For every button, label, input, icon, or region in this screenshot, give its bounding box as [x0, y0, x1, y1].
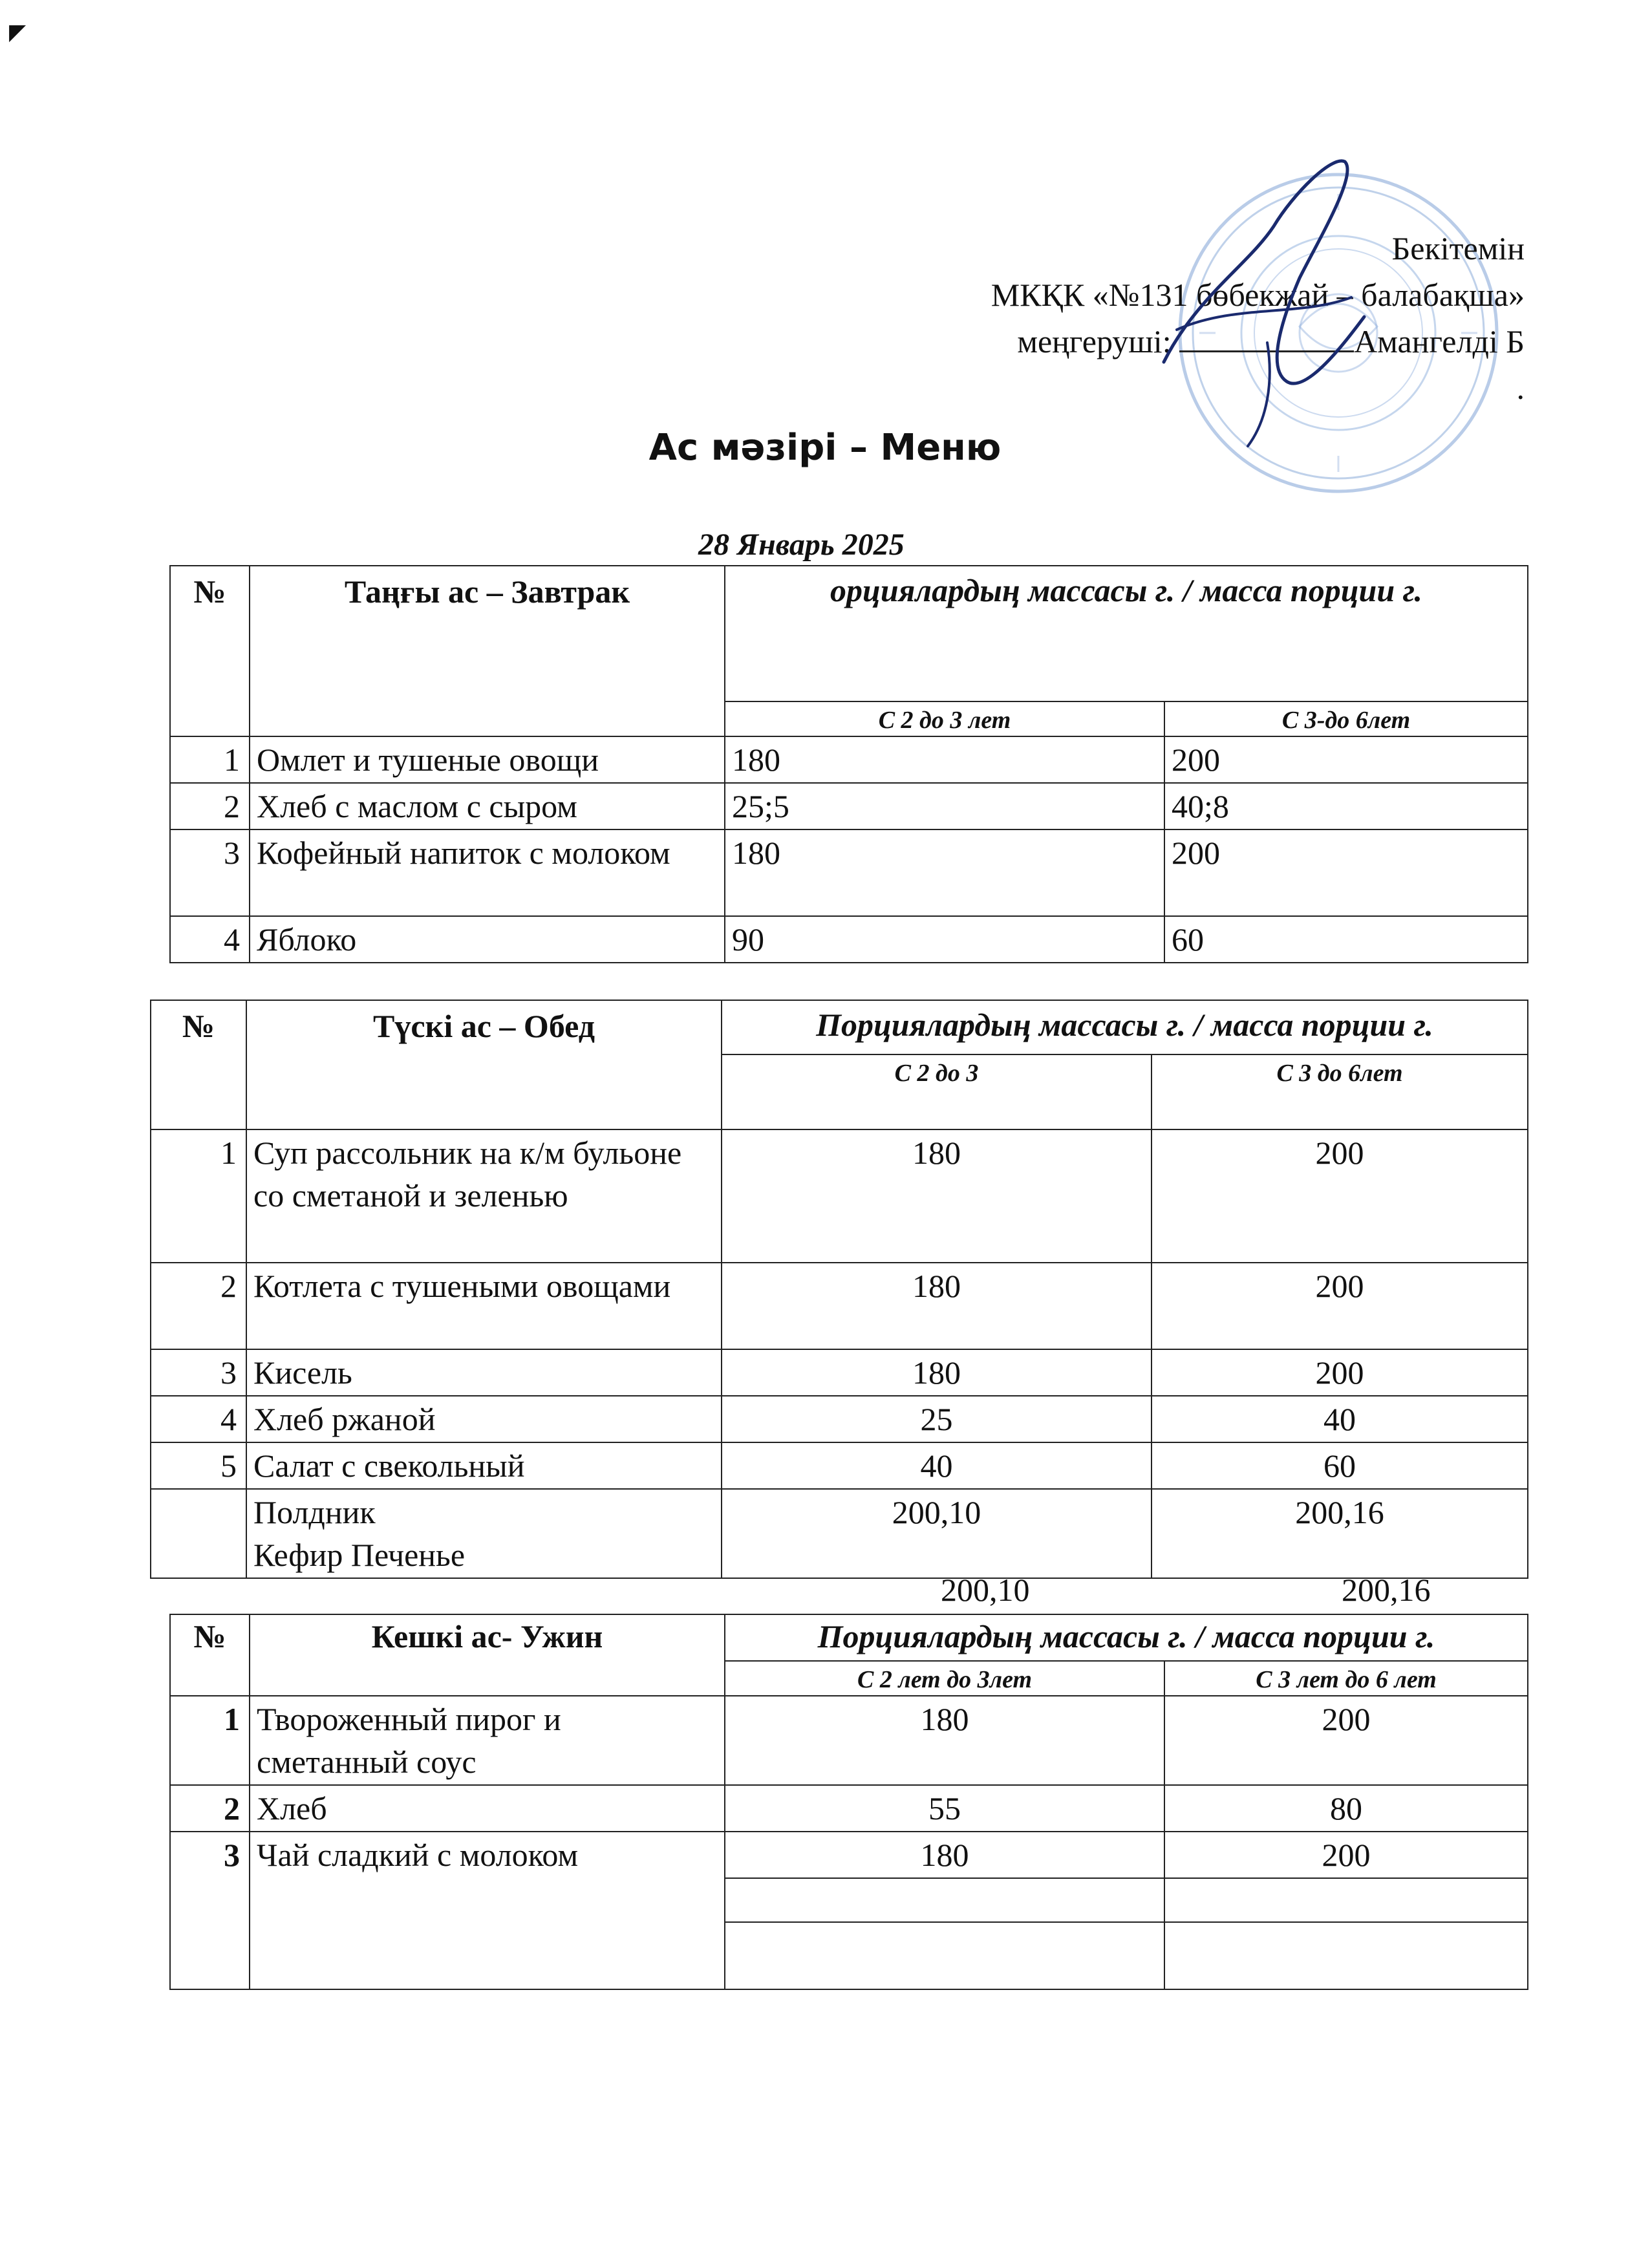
dish-name: Омлет и тушеные овощи [250, 736, 725, 783]
dish-name: Хлеб ржаной [246, 1396, 722, 1442]
dish-name: Котлета с тушеными овощами [246, 1263, 722, 1349]
dinner-title: Кешкі ас- Ужин [250, 1614, 725, 1696]
dinner-mass-header: Порциялардың массасы г. / масса порции г. [725, 1614, 1528, 1661]
portion-2-3: 180 [725, 1696, 1164, 1785]
snack-row [151, 1489, 1528, 1578]
extra-value-3-6: 200,16 [1342, 1572, 1431, 1608]
portion-3-6: 80 [1164, 1785, 1528, 1832]
empty-cell [1164, 1878, 1528, 1922]
empty-cell [725, 1878, 1164, 1922]
breakfast-age-col-1: С 2 до 3 лет [725, 701, 1164, 736]
snack-items: Кефир Печенье [253, 1537, 466, 1573]
portion-3-6: 200 [1152, 1349, 1528, 1396]
portion-3-6: 200 [1164, 829, 1528, 916]
row-number: 3 [170, 829, 250, 916]
approval-line-4: . [1516, 370, 1525, 406]
dish-name: Хлеб с маслом с сыром [250, 783, 725, 829]
table-row [151, 1263, 1528, 1349]
table-row [170, 1785, 1528, 1832]
scan-corner-mark: ◤ [9, 21, 27, 45]
portion-2-3: 180 [725, 829, 1164, 916]
row-number: 3 [170, 1832, 250, 1989]
breakfast-num-header: № [170, 566, 250, 736]
portion-3-6: 200 [1164, 736, 1528, 783]
page-title: Ас мәзірі – Меню [648, 427, 1002, 469]
row-number: 2 [151, 1263, 246, 1349]
menu-date: 28 Январь 2025 [698, 528, 905, 562]
snack-number [151, 1489, 246, 1578]
portion-2-3: 180 [722, 1349, 1152, 1396]
lunch-title: Түскі ас – Обед [246, 1000, 722, 1129]
row-number: 2 [170, 783, 250, 829]
portion-3-6: 200 [1164, 1696, 1528, 1785]
breakfast-table [169, 565, 1528, 963]
breakfast-age-col-2: С 3-до 6лет [1164, 701, 1528, 736]
row-number: 4 [170, 916, 250, 963]
portion-2-3: 90 [725, 916, 1164, 963]
row-number: 3 [151, 1349, 246, 1396]
dish-name: Кофейный напиток с молоком [250, 829, 725, 916]
row-number: 2 [170, 1785, 250, 1832]
portion-2-3: 200,10 [722, 1489, 1152, 1578]
dish-name: Суп рассольник на к/м бульоне со сметаной и зеленью [246, 1129, 722, 1263]
snack-name [246, 1489, 722, 1578]
table-row [170, 916, 1528, 963]
portion-2-3: 180 [725, 736, 1164, 783]
empty-cell [725, 1922, 1164, 1989]
portion-2-3: 180 [722, 1129, 1152, 1263]
portion-3-6: 200 [1164, 1832, 1528, 1878]
table-row [151, 1396, 1528, 1442]
portion-2-3: 40 [722, 1442, 1152, 1489]
portion-3-6: 40 [1152, 1396, 1528, 1442]
dish-name: Яблоко [250, 916, 725, 963]
portion-2-3: 25 [722, 1396, 1152, 1442]
table-row [170, 1832, 1528, 1878]
dinner-table [169, 1614, 1528, 1990]
row-number: 5 [151, 1442, 246, 1489]
empty-cell [1164, 1922, 1528, 1989]
lunch-mass-header: Порциялардың массасы г. / масса порции г. [722, 1000, 1528, 1054]
portion-3-6: 200 [1152, 1129, 1528, 1263]
approval-line-1: Бекітемін [1391, 230, 1525, 266]
lunch-table [150, 1000, 1528, 1579]
portion-3-6: 60 [1152, 1442, 1528, 1489]
table-row [170, 736, 1528, 783]
row-number: 1 [151, 1129, 246, 1263]
row-number: 4 [151, 1396, 246, 1442]
dish-name: Твороженный пирог и сметанный соус [250, 1696, 725, 1785]
table-row [170, 783, 1528, 829]
approval-position: меңгеруші: [1017, 323, 1172, 359]
dish-name: Салат с свекольный [246, 1442, 722, 1489]
approval-line-2: МКҚК «№131 бөбекжай – балабақша» [991, 277, 1525, 313]
portion-2-3: 55 [725, 1785, 1164, 1832]
portion-3-6: 200,16 [1152, 1489, 1528, 1578]
table-row [151, 1349, 1528, 1396]
lunch-num-header: № [151, 1000, 246, 1129]
table-row [170, 829, 1528, 916]
table-row [151, 1129, 1528, 1263]
portion-3-6: 200 [1152, 1263, 1528, 1349]
portion-2-3: 180 [722, 1263, 1152, 1349]
dinner-num-header: № [170, 1614, 250, 1696]
approval-name: Амангелді Б [1354, 323, 1525, 359]
breakfast-mass-header: орциялардың массасы г. / масса порции г. [725, 566, 1528, 701]
row-number: 1 [170, 736, 250, 783]
handwritten-signature [1138, 149, 1409, 453]
portion-3-6: 60 [1164, 916, 1528, 963]
row-number: 1 [170, 1696, 250, 1785]
dish-name: Чай сладкий с молоком [250, 1832, 725, 1989]
extra-value-2-3: 200,10 [941, 1572, 1030, 1608]
portion-2-3: 25;5 [725, 783, 1164, 829]
table-row [151, 1442, 1528, 1489]
lunch-age-col-1: С 2 до 3 [722, 1054, 1152, 1129]
dinner-age-col-2: С 3 лет до 6 лет [1164, 1661, 1528, 1696]
portion-3-6: 40;8 [1164, 783, 1528, 829]
dinner-age-col-1: С 2 лет до 3лет [725, 1661, 1164, 1696]
portion-2-3: 180 [725, 1832, 1164, 1878]
dish-name: Хлеб [250, 1785, 725, 1832]
breakfast-title: Таңғы ас – Завтрак [250, 566, 725, 736]
lunch-age-col-2: С 3 до 6лет [1152, 1054, 1528, 1129]
dish-name: Кисель [246, 1349, 722, 1396]
table-row [170, 1696, 1528, 1785]
snack-label: Полдник [253, 1494, 376, 1530]
